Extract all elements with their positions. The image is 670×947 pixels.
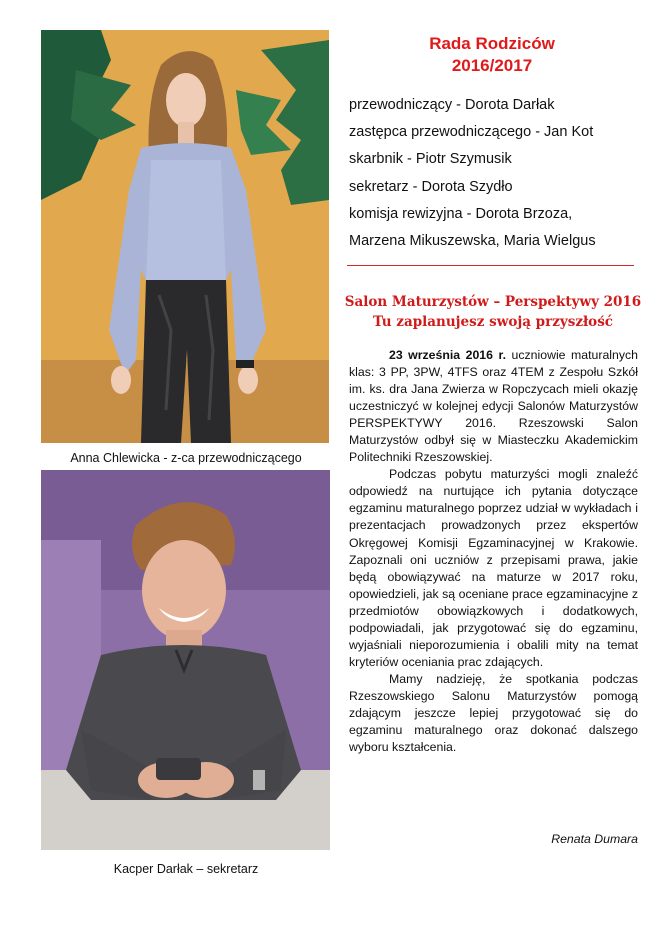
article-subtitle: Tu zaplanujesz swoją przyszłość	[372, 314, 614, 330]
article-paragraph: Podczas pobytu maturzyści mogli znaleźć odpowiedź na nurtujące ich pytania dotyczące egzaminu maturalnego poprzez udział w wykładach i prezentacjach prowadzonych przez ekspertów Okręgowej Komisji Egzaminacyjnej w Krakowie. Zapoznali oni uczniów z przepisami prawa, jakie będą obowiązywać na maturze w 2017 roku, opowiedzieli, jak są oceniane prace egzaminacyjne z przedmiotów obowiązkowych i dodatkowych, podpowiadali, jak przygotować się do egzaminu, wyjaśniali nieporozumienia i obalili mity na temat kryteriów oceniania prac zdających.	[349, 467, 638, 669]
article-text: uczniowie maturalnych klas: 3 PP, 3PW, 4TFS oraz 4TEM z Zespołu Szkół im. ks. dra Jana Zwierza w Ropczycach mieli okazję uczestniczyć w kolejnej edycji Salonów Maturzystów PERSPEKTYWY 2016. Rzeszowski Salon Maturzystów odbył się w Miasteczku Akademickim Politechniki Rzeszowskiej.	[349, 348, 638, 465]
article-body	[349, 347, 638, 756]
council-members-list	[349, 92, 649, 255]
photo-caption: Kacper Darłak – sekretarz	[113, 862, 259, 876]
council-member: komisja rewizyjna - Dorota Brzoza,	[349, 205, 573, 222]
article-date: 23 września 2016 r.	[389, 348, 507, 362]
council-title: Rada Rodziców	[429, 34, 555, 53]
section-divider	[347, 265, 634, 266]
article-paragraph	[349, 347, 638, 466]
photo-caption: Anna Chlewicka - z-ca przewodniczącego	[70, 451, 302, 465]
photo-anna-chlewicka	[41, 30, 329, 443]
article-title: Salon Maturzystów – Perspektywy 2016	[344, 294, 642, 310]
council-member: zastępca przewodniczącego - Jan Kot	[349, 124, 594, 141]
article-paragraph: Mamy nadzieję, że spotkania podczas Rzeszowskiego Salonu Maturzystów pomogą zdającym jeszcze lepiej przygotować się do egzaminu maturalnego oraz dokonać dalszego wyboru kształcenia.	[349, 671, 638, 755]
photo-kacper-darlak	[41, 470, 330, 850]
council-member: sekretarz - Dorota Szydło	[349, 178, 513, 195]
article-author: Renata Dumara	[551, 832, 638, 846]
council-member: przewodniczący - Dorota Darłak	[349, 97, 555, 113]
council-member: skarbnik - Piotr Szymusik	[349, 151, 512, 168]
council-member: Marzena Mikuszewska, Maria Wielgus	[349, 233, 596, 250]
council-year: 2016/2017	[451, 56, 533, 75]
